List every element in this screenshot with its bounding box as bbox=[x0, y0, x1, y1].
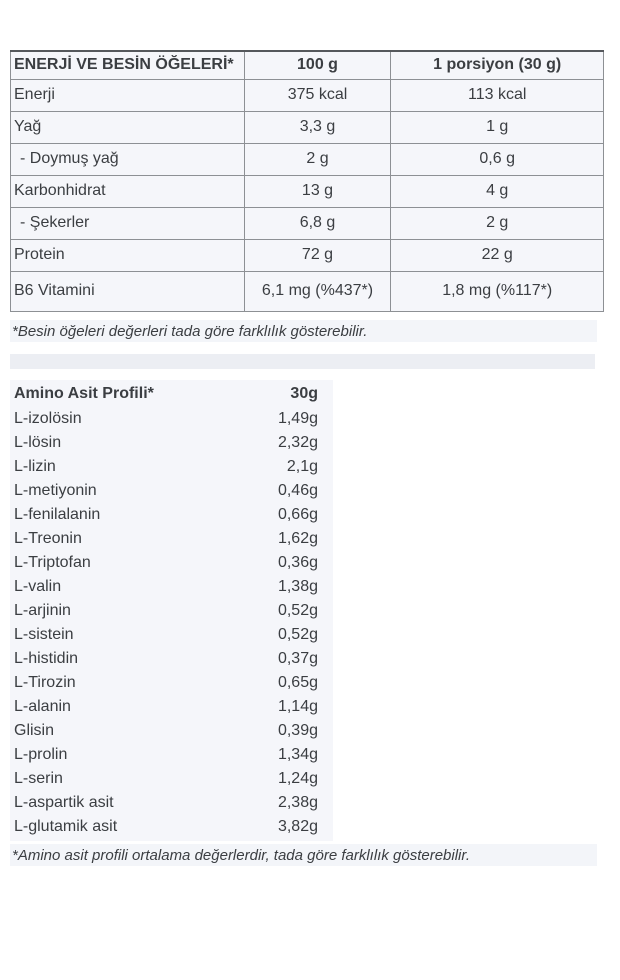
row-portion: 22 g bbox=[391, 239, 604, 271]
row-per100: 72 g bbox=[244, 239, 391, 271]
amino-row-tirozin bbox=[10, 671, 333, 695]
amino-amount: 2,1g bbox=[286, 457, 318, 475]
amino-amount: 0,36g bbox=[277, 553, 318, 571]
table-row-enerji bbox=[11, 79, 604, 111]
amino-amount: 1,62g bbox=[277, 529, 318, 547]
nutrition-header-title: ENERJİ VE BESİN ÖĞELERİ* bbox=[11, 51, 245, 79]
row-label: - Doymuş yağ bbox=[11, 143, 245, 175]
amino-amount: 1,49g bbox=[277, 409, 318, 427]
amino-row-serin bbox=[10, 767, 333, 791]
amino-row-treonin bbox=[10, 527, 333, 551]
amino-amount: 1,38g bbox=[277, 577, 318, 595]
amino-amount: 3,82g bbox=[277, 817, 318, 835]
amino-row-prolin bbox=[10, 743, 333, 767]
amino-row-izolosin bbox=[10, 407, 333, 431]
amino-row-arjinin bbox=[10, 599, 333, 623]
amino-row-glisin bbox=[10, 719, 333, 743]
amino-row-triptofan bbox=[10, 551, 333, 575]
amino-name: L-histidin bbox=[14, 649, 79, 667]
row-per100: 13 g bbox=[244, 175, 391, 207]
row-label: Karbonhidrat bbox=[11, 175, 245, 207]
amino-acid-table bbox=[10, 380, 333, 841]
amino-name: L-fenilalanin bbox=[14, 505, 101, 523]
amino-header-amount: 30g bbox=[290, 384, 318, 402]
amino-name: L-sistein bbox=[14, 625, 74, 643]
amino-row-valin bbox=[10, 575, 333, 599]
table-row-doymus-yag bbox=[11, 143, 604, 175]
row-label: - Şekerler bbox=[11, 207, 245, 239]
row-label: Enerji bbox=[11, 79, 245, 111]
amino-header-row bbox=[10, 381, 333, 407]
amino-name: L-prolin bbox=[14, 745, 68, 763]
row-label: B6 Vitamini bbox=[11, 271, 245, 311]
amino-name: L-alanin bbox=[14, 697, 71, 715]
nutrition-table bbox=[10, 50, 604, 312]
amino-name: L-metiyonin bbox=[14, 481, 97, 499]
amino-row-aspartik-asit bbox=[10, 791, 333, 815]
amino-amount: 0,46g bbox=[277, 481, 318, 499]
table-row-karbonhidrat bbox=[11, 175, 604, 207]
nutrition-header-portion: 1 porsiyon (30 g) bbox=[391, 51, 604, 79]
amino-name: L-aspartik asit bbox=[14, 793, 114, 811]
row-per100: 375 kcal bbox=[244, 79, 391, 111]
row-per100: 6,8 g bbox=[244, 207, 391, 239]
amino-amount: 0,52g bbox=[277, 601, 318, 619]
amino-amount: 0,66g bbox=[277, 505, 318, 523]
amino-name: L-lizin bbox=[14, 457, 56, 475]
amino-amount: 1,24g bbox=[277, 769, 318, 787]
table-row-b6-vitamini bbox=[11, 271, 604, 311]
amino-name: L-Triptofan bbox=[14, 553, 91, 571]
row-portion: 2 g bbox=[391, 207, 604, 239]
amino-amount: 0,37g bbox=[277, 649, 318, 667]
row-portion: 1 g bbox=[391, 111, 604, 143]
section-divider-bar bbox=[10, 354, 595, 369]
amino-name: Glisin bbox=[14, 721, 55, 739]
amino-name: L-izolösin bbox=[14, 409, 82, 427]
nutrition-header-row bbox=[11, 51, 604, 79]
nutrition-footnote: *Besin öğeleri değerleri tada göre farklılık gösterebilir. bbox=[10, 320, 597, 342]
amino-name: L-arjinin bbox=[14, 601, 71, 619]
table-row-sekerler bbox=[11, 207, 604, 239]
amino-row-losin bbox=[10, 431, 333, 455]
amino-footnote: *Amino asit profili ortalama değerlerdir, tada göre farklılık gösterebilir. bbox=[10, 844, 597, 866]
amino-row-fenilalanin bbox=[10, 503, 333, 527]
nutrition-header-100g: 100 g bbox=[244, 51, 391, 79]
amino-amount: 0,52g bbox=[277, 625, 318, 643]
table-row-protein bbox=[11, 239, 604, 271]
amino-name: L-Tirozin bbox=[14, 673, 76, 691]
amino-row-sistein bbox=[10, 623, 333, 647]
amino-name: L-glutamik asit bbox=[14, 817, 118, 835]
row-label: Protein bbox=[11, 239, 245, 271]
row-portion: 1,8 mg (%117*) bbox=[391, 271, 604, 311]
amino-amount: 1,34g bbox=[277, 745, 318, 763]
amino-row-lizin bbox=[10, 455, 333, 479]
amino-amount: 0,65g bbox=[277, 673, 318, 691]
table-row-yag bbox=[11, 111, 604, 143]
amino-amount: 2,32g bbox=[277, 433, 318, 451]
amino-row-glutamik-asit bbox=[10, 815, 333, 839]
row-portion: 0,6 g bbox=[391, 143, 604, 175]
row-portion: 4 g bbox=[391, 175, 604, 207]
amino-name: L-serin bbox=[14, 769, 63, 787]
amino-name: L-Treonin bbox=[14, 529, 82, 547]
row-per100: 3,3 g bbox=[244, 111, 391, 143]
amino-row-histidin bbox=[10, 647, 333, 671]
row-per100: 2 g bbox=[244, 143, 391, 175]
amino-row-alanin bbox=[10, 695, 333, 719]
amino-name: L-valin bbox=[14, 577, 62, 595]
amino-amount: 0,39g bbox=[277, 721, 318, 739]
row-portion: 113 kcal bbox=[391, 79, 604, 111]
nutrition-info-page bbox=[0, 50, 620, 980]
amino-amount: 1,14g bbox=[277, 697, 318, 715]
amino-amount: 2,38g bbox=[277, 793, 318, 811]
amino-name: L-lösin bbox=[14, 433, 62, 451]
amino-row-metiyonin bbox=[10, 479, 333, 503]
row-label: Yağ bbox=[11, 111, 245, 143]
amino-header-title: Amino Asit Profili* bbox=[14, 384, 154, 402]
row-per100: 6,1 mg (%437*) bbox=[244, 271, 391, 311]
